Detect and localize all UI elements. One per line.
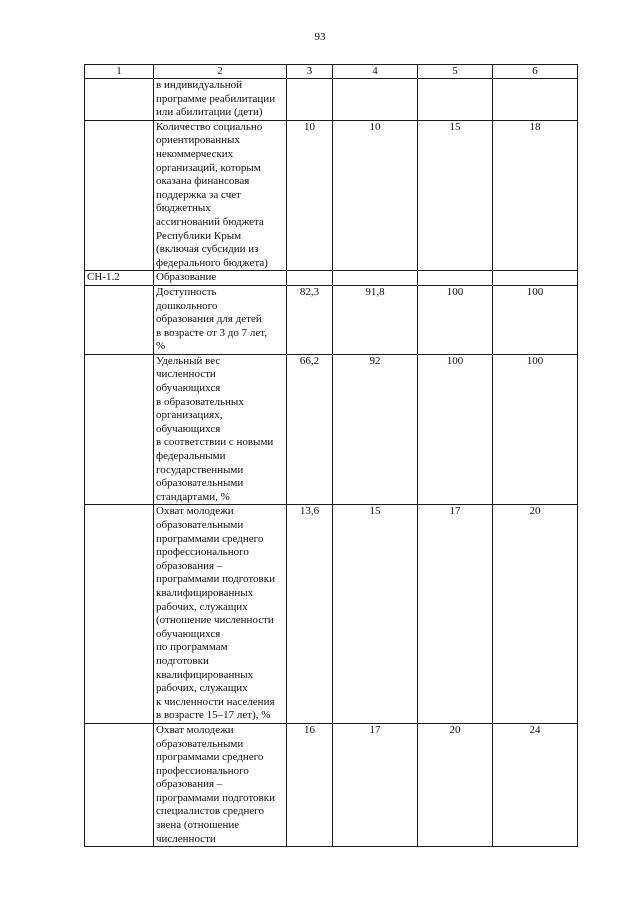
description-line: (отношение численности (156, 614, 274, 627)
description-line: обучающихся (156, 382, 221, 395)
column-header: 3 (287, 65, 333, 79)
description-line: обучающихся (156, 627, 221, 640)
value-cell-col6: 24 (493, 723, 578, 846)
value-cell-col3: 10 (287, 120, 333, 271)
description-line: организациях, (156, 409, 223, 422)
value-cell-col5: 100 (418, 354, 493, 505)
table-row (85, 723, 578, 846)
description-line: Охват молодежи (156, 723, 234, 736)
value-cell-col3 (287, 79, 333, 121)
description-line: подготовки (156, 654, 209, 667)
description-line: звена (отношение (156, 819, 240, 832)
description-line: рабочих, служащих (156, 600, 248, 613)
description-line: численности (156, 368, 216, 381)
value-cell-col6: 20 (493, 505, 578, 724)
description-line: или абилитации (дети) (156, 106, 263, 119)
value-cell-col4: 15 (333, 505, 418, 724)
description-line: (включая субсидии из (156, 243, 259, 256)
page-number: 93 (314, 31, 326, 43)
description-line: бюджетных (156, 202, 211, 215)
description-line: программе реабилитации (156, 92, 276, 105)
table-header-row (85, 65, 578, 79)
value-cell-col6: 18 (493, 120, 578, 271)
description-line: ассигнований бюджета (156, 215, 264, 228)
description-line: образования – (156, 559, 223, 572)
table-row (85, 354, 578, 505)
description-line: образования для детей (156, 313, 262, 326)
description-line: некоммерческих (156, 147, 234, 160)
description-line: в соответствии с новыми (156, 436, 274, 449)
table-row (85, 505, 578, 724)
description-line: Удельный вес (156, 354, 221, 367)
row-code-cell (85, 120, 154, 271)
description-line: государственными (156, 463, 244, 476)
row-code-cell (85, 505, 154, 724)
description-line: численности (156, 832, 216, 845)
value-cell-col4: 17 (333, 723, 418, 846)
indicators-table (84, 64, 578, 847)
value-cell-col6 (493, 79, 578, 121)
column-header: 2 (154, 65, 287, 79)
description-line: образовательными (156, 737, 244, 750)
value-cell-col5: 15 (418, 120, 493, 271)
column-header: 5 (418, 65, 493, 79)
description-line: обучающихся (156, 422, 221, 435)
indicator-description-cell (154, 285, 287, 354)
description-line: образовательными (156, 519, 244, 531)
value-cell-col4: 92 (333, 354, 418, 505)
description-line: по программам (156, 641, 228, 654)
description-line: дошкольного (156, 299, 218, 312)
indicator-description-cell (154, 723, 287, 846)
description-line: образования – (156, 778, 223, 791)
column-header: 1 (85, 65, 154, 79)
description-line: рабочих, служащих (156, 682, 248, 695)
description-line: к численности населения (156, 695, 275, 708)
indicator-description-cell (154, 79, 287, 121)
description-line: программами подготовки (156, 791, 275, 804)
column-header: 6 (493, 65, 578, 79)
description-line: Республики Крым (156, 229, 242, 242)
value-cell-col5 (418, 271, 493, 286)
description-line: в возрасте 15–17 лет), % (156, 709, 271, 722)
description-line: Образование (156, 271, 217, 284)
description-line: в образовательных (156, 395, 244, 408)
indicator-description-cell (154, 271, 287, 286)
description-line: % (156, 340, 166, 353)
value-cell-col6: 100 (493, 354, 578, 505)
value-cell-col3: 66,2 (287, 354, 333, 505)
description-line: в индивидуальной (156, 79, 242, 91)
value-cell-col5: 17 (418, 505, 493, 724)
description-line: программами среднего (156, 532, 264, 545)
row-code-cell (85, 285, 154, 354)
description-line: стандартами, % (156, 490, 230, 503)
description-line: программами подготовки (156, 573, 275, 586)
description-line: квалифицированных (156, 586, 254, 599)
description-line: организаций, которым (156, 161, 261, 174)
description-line: квалифицированных (156, 668, 254, 681)
value-cell-col3: 16 (287, 723, 333, 846)
table-row (85, 271, 578, 286)
description-line: в возрасте от 3 до 7 лет, (156, 326, 267, 339)
value-cell-col4 (333, 271, 418, 286)
value-cell-col3 (287, 271, 333, 286)
row-code-cell: СН-1.2 (85, 271, 154, 286)
description-line: ориентированных (156, 134, 240, 147)
description-line: профессионального (156, 764, 249, 777)
description-line: федеральными (156, 450, 226, 463)
value-cell-col5: 100 (418, 285, 493, 354)
table-row (85, 285, 578, 354)
column-header: 4 (333, 65, 418, 79)
value-cell-col3: 82,3 (287, 285, 333, 354)
description-line: федерального бюджета) (156, 256, 268, 269)
value-cell-col5 (418, 79, 493, 121)
row-code-cell (85, 79, 154, 121)
value-cell-col6 (493, 271, 578, 286)
indicator-description-cell (154, 120, 287, 271)
value-cell-col4: 10 (333, 120, 418, 271)
description-line: профессионального (156, 546, 249, 559)
value-cell-col4: 91,8 (333, 285, 418, 354)
description-line: Охват молодежи (156, 505, 234, 518)
description-line: оказана финансовая (156, 175, 250, 188)
description-line: Количество социально (156, 120, 263, 133)
indicator-description-cell (154, 505, 287, 724)
description-line: Доступность (156, 285, 217, 298)
table-row (85, 120, 578, 271)
description-line: образовательными (156, 477, 244, 490)
row-code-cell (85, 354, 154, 505)
value-cell-col4 (333, 79, 418, 121)
value-cell-col5: 20 (418, 723, 493, 846)
row-code-cell (85, 723, 154, 846)
indicator-description-cell (154, 354, 287, 505)
description-line: специалистов среднего (156, 805, 264, 818)
description-line: программами среднего (156, 751, 264, 764)
table-row (85, 79, 578, 121)
value-cell-col6: 100 (493, 285, 578, 354)
description-line: поддержка за счет (156, 188, 241, 201)
value-cell-col3: 13,6 (287, 505, 333, 724)
